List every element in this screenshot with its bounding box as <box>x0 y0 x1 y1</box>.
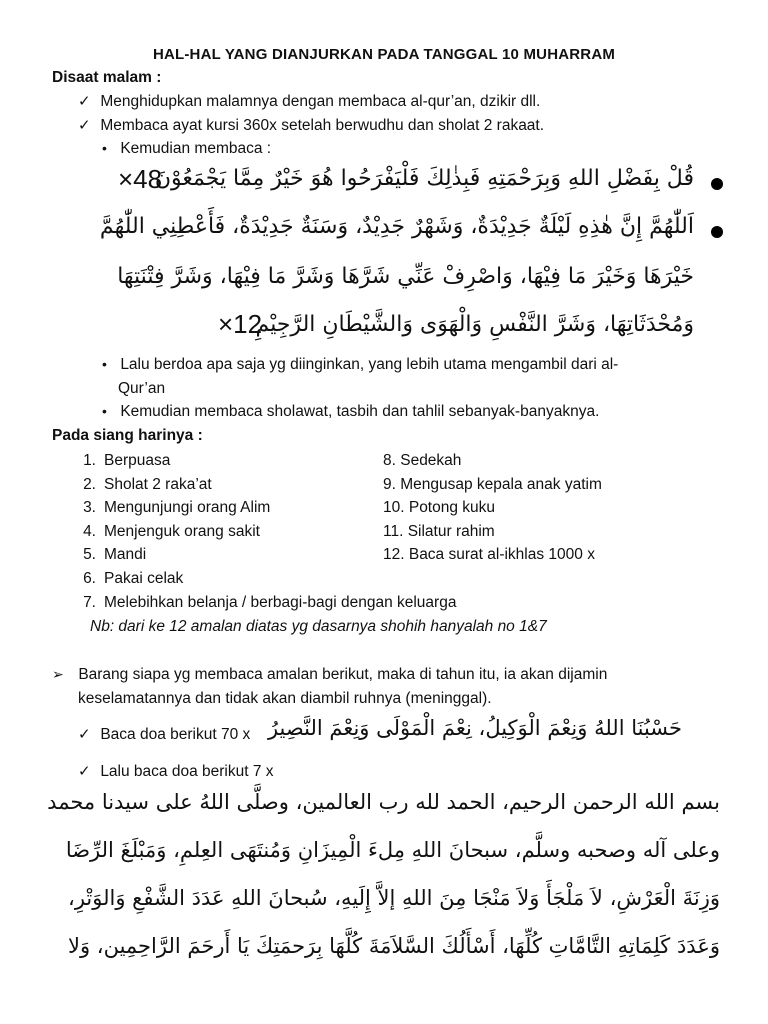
large-bullet-icon <box>711 178 723 190</box>
bullet-icon: • <box>102 356 107 372</box>
bullet-icon: • <box>102 403 107 419</box>
arabic-verse-1: قُلْ بِفَضْلِ اللهِ وَبِرَحْمَتِهِ فَبِذٰلِكَ فَلْيَفْرَحُوا هُوَ خَيْرٌ مِمَّا يَجْمَعُوْنَ <box>154 166 694 191</box>
night-check-2 <box>78 116 544 135</box>
after-item-1-text: Lalu berdoa apa saja yg diinginkan, yang lebih utama mengambil dari al- <box>120 356 619 373</box>
day-item: 11. Silatur rahim <box>383 523 495 540</box>
arrow-icon: ➢ <box>52 666 64 682</box>
bullet-icon: • <box>102 140 107 156</box>
doa-line-3: وَزِنَةَ الْعَرْشِ، لاَ مَلْجَأَ وَلاَ مَنْجَا مِنَ اللهِ إلاَّ إِلَيهِ، سُبحانَ اللهِ عَدَدَ الشَّفْعِ وَالوَتْرِ، <box>68 886 720 910</box>
checkmark-icon: ✓ <box>78 117 91 134</box>
arabic-prayer-line-2: خَيْرَهَا وَخَيْرَ مَا فِيْهَا، وَاصْرِفْ عَنِّي شَرَّهَا وَشَرَّ مَا فِيْهَا، وَشَرَّ فِتْنَتِهَا <box>117 264 694 289</box>
day-item: 1. Berpuasa <box>83 452 171 469</box>
night-heading: Disaat malam : <box>52 69 162 86</box>
checkmark-icon: ✓ <box>78 726 91 743</box>
protection-line-2: keselamatannya dan tidak akan diambil ruhnya (meninggal). <box>78 690 492 707</box>
then-read-item <box>102 140 271 158</box>
checkmark-icon: ✓ <box>78 763 91 780</box>
count-12: ×12 <box>218 309 263 339</box>
doa-line-4: وَعَدَدَ كَلِمَاتِهِ التَّامَّاتِ كُلِّهَا، أَسْأَلُكَ السَّلاَمَةَ كُلَّهَا بِرَحمَتِكَ يَا أَرحَمَ الرَّاحِمِين، وَلا <box>68 934 720 958</box>
arabic-hasbuna: حَسْبُنَا اللهُ وَنِعْمَ الْوَكِيلُ، نِعْمَ الْمَوْلَى وَنِعْمَ النَّصِيرُ <box>267 716 682 740</box>
day-item: 8. Sedekah <box>383 452 462 469</box>
checkmark-icon: ✓ <box>78 93 91 110</box>
day-item: 10. Potong kuku <box>383 499 496 516</box>
doa-line-1: بسم الله الرحمن الرحيم، الحمد لله رب العالمين، وصلَّى اللهُ على سيدنا محمد <box>47 790 720 814</box>
day-item: 2. Sholat 2 raka’at <box>83 476 212 493</box>
protection-check-1: ✓ Baca doa berikut 70 x <box>78 726 251 743</box>
day-item: 5. Mandi <box>83 546 147 563</box>
after-item-2 <box>102 403 599 421</box>
day-item: 3. Mengunjungi orang Alim <box>83 499 271 516</box>
day-item: 9. Mengusap kepala anak yatim <box>383 476 602 493</box>
note: Nb: dari ke 12 amalan diatas yg dasarnya shohih hanyalah no 1&7 <box>90 618 547 635</box>
night-check-1 <box>78 92 540 111</box>
protection-check-2: ✓ Lalu baca doa berikut 7 x <box>78 763 274 780</box>
arabic-prayer-line-3: وَمُحْدَثَاتِهَا، وَشَرَّ النَّفْسِ وَالْهَوَى وَالشَّيْطَانِ الرَّجِيْمِ <box>255 312 694 337</box>
doa-line-2: وعلى آله وصحبه وسلَّم، سبحانَ اللهِ مِلءَ الْمِيزَانِ وَمُنتَهَى العِلمِ، وَمَبْلَغَ الرِّضَا <box>65 838 720 862</box>
day-item: 12. Baca surat al-ikhlas 1000 x <box>383 546 595 563</box>
count-48: ×48 <box>118 164 163 194</box>
after-item-1-cont: Qur’an <box>118 380 166 397</box>
after-item-1 <box>102 356 618 374</box>
large-bullet-icon <box>711 226 723 238</box>
protection-line-1: ➢ Barang siapa yg membaca amalan berikut, maka di tahun itu, ia akan dijamin <box>52 666 608 683</box>
day-item: 7. Melebihkan belanja / berbagi-bagi dengan keluarga <box>83 594 457 611</box>
day-heading: Pada siang harinya : <box>52 427 203 444</box>
then-read-text: Kemudian membaca : <box>120 140 272 157</box>
page-title: HAL-HAL YANG DIANJURKAN PADA TANGGAL 10 MUHARRAM <box>152 46 616 63</box>
after-item-2-text: Kemudian membaca sholawat, tasbih dan tahlil sebanyak-banyaknya. <box>120 403 600 420</box>
day-item: 6. Pakai celak <box>83 570 184 587</box>
night-check-1-text: Menghidupkan malamnya dengan membaca al-qur’an, dzikir dll. <box>100 93 541 110</box>
night-check-2-text: Membaca ayat kursi 360x setelah berwudhu dan sholat 2 rakaat. <box>100 117 545 134</box>
arabic-prayer-line-1: اَللّٰهُمَّ إِنَّ هٰذِهِ لَيْلَةٌ جَدِيْدَةٌ، وَشَهْرٌ جَدِيْدٌ، وَسَنَةٌ جَدِيْدَةٌ، فَأَعْطِنِي اللّٰهُمَّ <box>99 214 694 239</box>
day-item: 4. Menjenguk orang sakit <box>83 523 260 540</box>
